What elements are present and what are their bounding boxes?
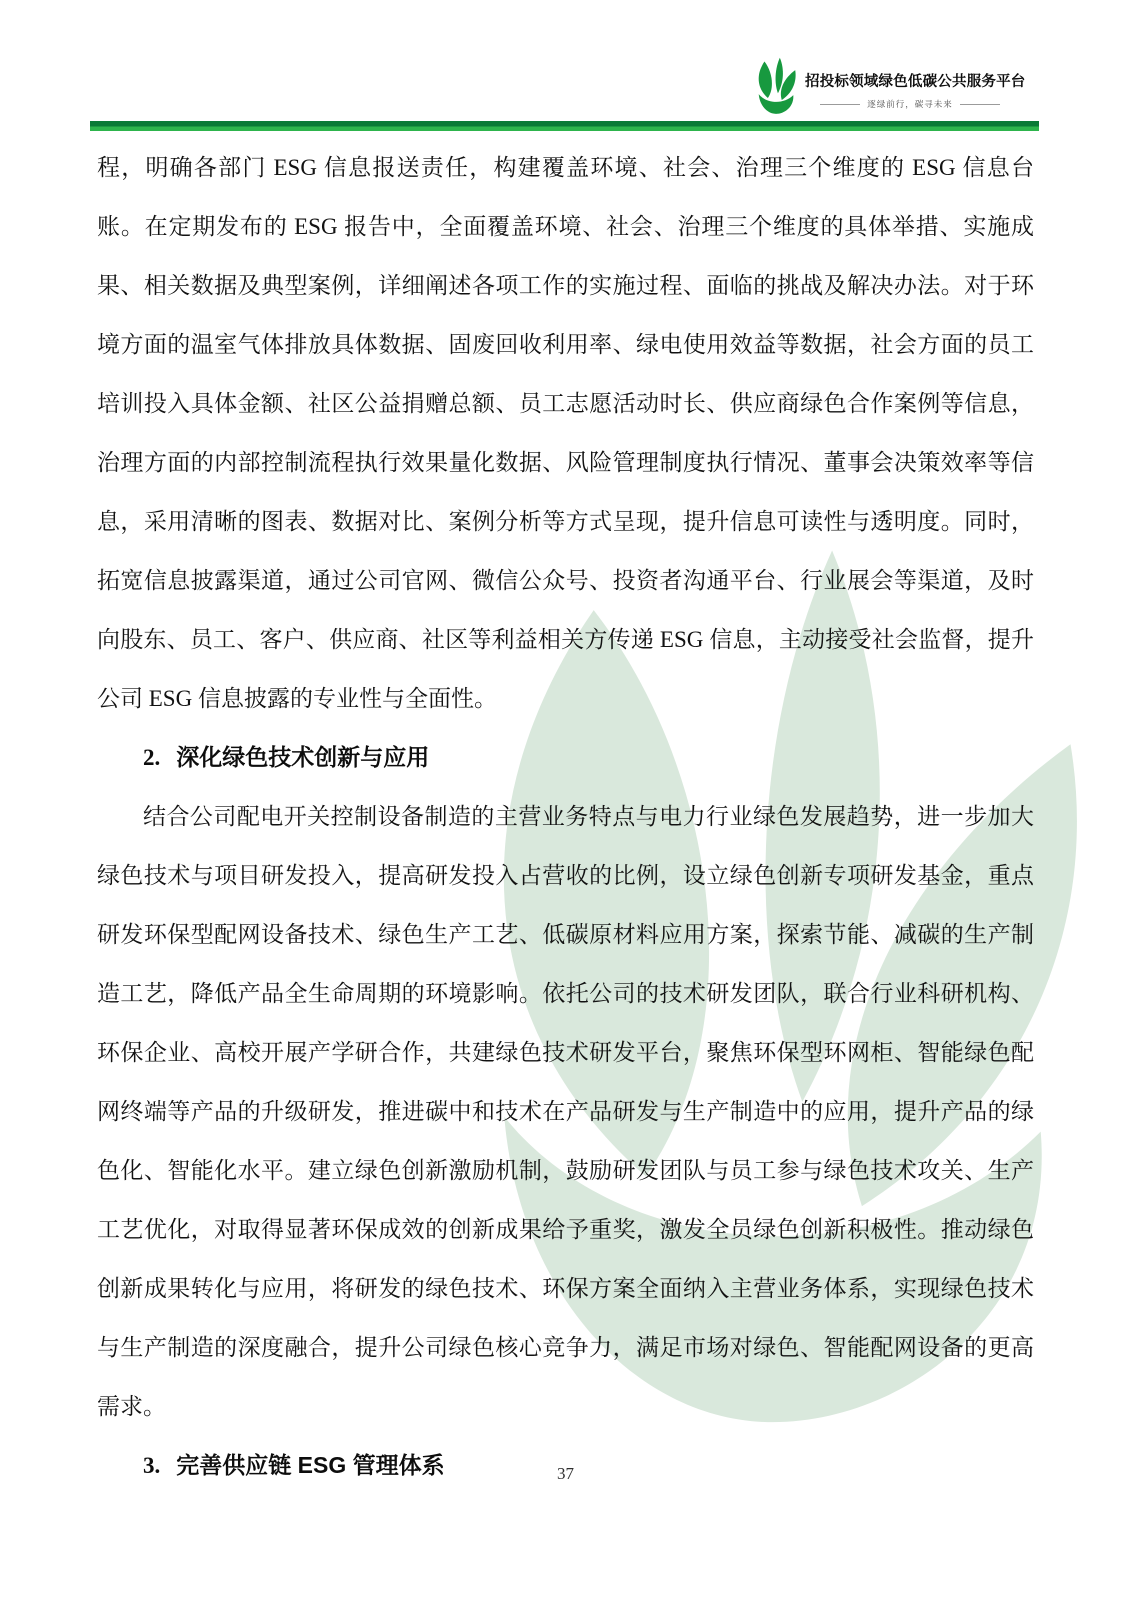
platform-title: 招投标领域绿色低碳公共服务平台 <box>805 74 1026 90</box>
paragraph-green-tech: 结合公司配电开关控制设备制造的主营业务特点与电力行业绿色发展趋势，进一步加大绿色技术与项目研发投入，提高研发投入占营收的比例，设立绿色创新专项研发基金，重点研发环保型配网设备技术、绿色生产工艺、低碳原材料应用方案，探索节能、减碳的生产制造工艺，降低产品全生命周期的环境影响。依托公司的技术研发团队，联合行业科研机构、环保企业、高校开展产学研合作，共建绿色技术研发平台，聚焦环保型环网柜、智能绿色配网终端等产品的升级研发，推进碳中和技术在产品研发与生产制造中的应用，提升产品的绿色化、智能化水平。建立绿色创新激励机制，鼓励研发团队与员工参与绿色技术攻关、生产工艺优化，对取得显著环保成效的创新成果给予重奖，激发全员绿色创新积极性。推动绿色创新成果转化与应用，将研发的绿色技术、环保方案全面纳入主营业务体系，实现绿色技术与生产制造的深度融合，提升公司绿色核心竞争力，满足市场对绿色、智能配网设备的更高需求。 <box>97 804 1034 1419</box>
section-heading-3-text: 完善供应链 ESG 管理体系 <box>176 1452 445 1478</box>
section-heading-2 <box>97 728 1034 787</box>
header-divider-bar <box>90 121 1039 131</box>
sprout-leaf-icon <box>752 56 800 117</box>
section-heading-2-text: 深化绿色技术创新与应用 <box>176 744 430 770</box>
tagline-rule-left <box>820 104 860 105</box>
paragraph-esg-disclosure: 程，明确各部门 ESG 信息报送责任，构建覆盖环境、社会、治理三个维度的 ESG 信息台账。在定期发布的 ESG 报告中，全面覆盖环境、社会、治理三个维度的具体举措、实施成果、相关数据及典型案例，详细阐述各项工作的实施过程、面临的挑战及解决办法。对于环境方面的温室气体排放具体数据、固废回收利用率、绿电使用效益等数据，社会方面的员工培训投入具体金额、社区公益捐赠总额、员工志愿活动时长、供应商绿色合作案例等信息，治理方面的内部控制流程执行效果量化数据、风险管理制度执行情况、董事会决策效率等信息，采用清晰的图表、数据对比、案例分析等方式呈现，提升信息可读性与透明度。同时，拓宽信息披露渠道，通过公司官网、微信公众号、投资者沟通平台、行业展会等渠道，及时向股东、员工、客户、供应商、社区等利益相关方传递 ESG 信息，主动接受社会监督，提升公司 ESG 信息披露的专业性与全面性。 <box>97 155 1034 711</box>
document-body <box>97 138 1034 1495</box>
section-heading-2-number: 2. <box>143 745 161 770</box>
tagline-rule-right <box>960 104 1000 105</box>
tagline-text: 逐绿前行，碳寻未来 <box>867 99 953 109</box>
page-number: 37 <box>557 1464 574 1483</box>
section-heading-3-number: 3. <box>143 1453 161 1478</box>
platform-tagline <box>800 98 1020 110</box>
